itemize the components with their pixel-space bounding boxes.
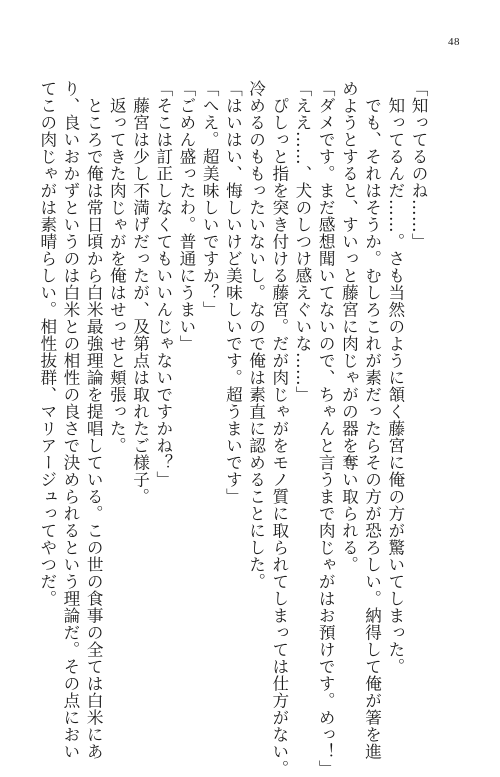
text-line: 「ええ……、犬のしつけ感えぐいな……」	[292, 80, 312, 403]
vertical-text-body	[36, 80, 430, 777]
text-line: ぴしっと指を突き付ける藤宮。だが肉じゃがをモノ質に取られてしまっては仕方がない。	[269, 80, 289, 777]
text-line: 「ダメです。まだ感想聞いてないので、ちゃんと言うまで肉じゃがはお預けです。めっ！」	[316, 80, 336, 777]
text-line: 知ってるんだ……。さも当然のように頷く藤宮に俺の方が驚いてしまった。	[385, 80, 405, 675]
text-line: でも、それはそうか。むしろこれが素だったらその方が恐ろしい。納得して俺が箸を進	[362, 80, 382, 760]
text-line: 「へえ。超美味しいですか？」	[200, 80, 220, 318]
text-line: 藤宮は少し不満げだったが、及第点は取れたご様子。	[130, 80, 150, 505]
text-line: 「そこは訂正しなくてもいいんじゃないですかね？」	[153, 80, 173, 488]
text-line: めようとすると、すいっと藤宮に肉じゃがの器を奪い取られる。	[339, 80, 359, 573]
text-line: 「ごめん盛ったわ。普通にうまい」	[176, 80, 196, 352]
text-line: 「知ってるのね……」	[409, 80, 428, 250]
text-line: 冷めるのももったいないし。なので俺は素直に認めることにした。	[246, 80, 266, 590]
text-line: り、良いおかずというのは白米との相性の良さで決められるという理論だ。その点におい	[60, 80, 80, 760]
text-line: てこの肉じゃがは素晴らしい。相性抜群、マリアージュってやつだ。	[37, 80, 57, 607]
page-number: 48	[448, 36, 460, 48]
text-line: 「はいはい、悔しいけど美味しいです。超うまいです」	[223, 80, 243, 505]
text-line: ところで俺は常日頃から白米最強理論を提唱している。この世の食事の全ては白米にあ	[84, 80, 104, 760]
text-line: 返ってきた肉じゃがを俺はせっせと頬張った。	[107, 80, 127, 454]
